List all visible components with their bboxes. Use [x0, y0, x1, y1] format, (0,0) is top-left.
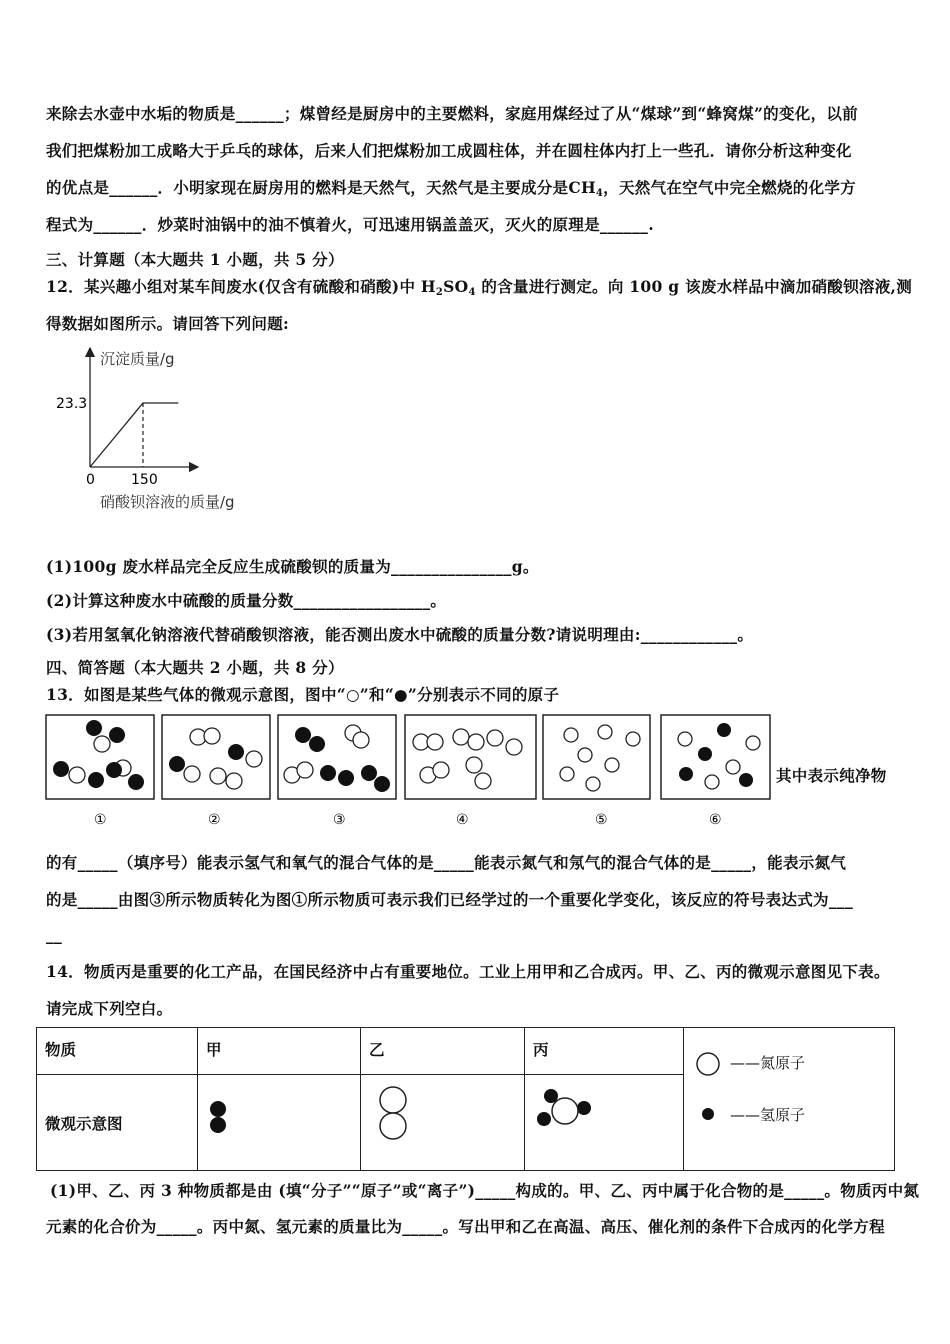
- jia-molecule: [198, 1075, 258, 1165]
- x-axis-label: 硝酸钡溶液的质量/g: [100, 493, 235, 511]
- box-5-atoms: [560, 725, 640, 791]
- question-14-1-line2: 元素的化合价为_____。丙中氮、氢元素的质量比为_____。写出甲和乙在高温、高压、催化剂的条件下合成丙的化学方程: [46, 1217, 885, 1236]
- table-header-cell: 物质: [37, 1028, 198, 1075]
- legend-symbols: [690, 1046, 730, 1166]
- text-segment: 的优点是______．小明家现在厨房用的燃料是天然气，天然气是主要成分是: [46, 178, 569, 197]
- legend-hydrogen: ——氢原子: [730, 1105, 806, 1124]
- bing-molecule: [525, 1075, 625, 1165]
- box-label: ①: [94, 812, 107, 828]
- text-line: 程式为______．炒菜时油锅中的油不慎着火，可迅速用锅盖盖灭，灭火的原理是______.: [46, 215, 654, 234]
- box-label: ③: [333, 812, 346, 828]
- section-heading: 四、简答题（本大题共 2 小题，共 8 分）: [46, 658, 344, 677]
- micro-bing: [525, 1075, 684, 1171]
- question-14-1-line1: (1)甲、乙、丙 3 种物质都是由 (填“分子”“原子”或“离子”)_____构成的。甲、乙、丙中属于化合物的是_____。物质丙中氮: [50, 1181, 920, 1200]
- text-segment: SO: [443, 277, 469, 296]
- legend-nitrogen: ——氮原子: [730, 1053, 806, 1072]
- box-1-atoms: [53, 720, 144, 790]
- box-label: ⑥: [709, 812, 722, 828]
- question-12-line1: [46, 275, 912, 298]
- x-tick-label: 0: [86, 472, 95, 488]
- question-12-2: (2)计算这种废水中硫酸的质量分数_________________。: [46, 591, 447, 610]
- box-2-atoms: [169, 728, 262, 789]
- text-segment: 12．某兴趣小组对某车间废水(仅含有硫酸和硝酸)中 H: [46, 277, 436, 296]
- table-header-cell: 乙: [361, 1028, 525, 1075]
- substance-table: [36, 1027, 895, 1171]
- q13-side-text: 其中表示纯净物: [776, 766, 887, 785]
- question-12-line2: 得数据如图所示。请回答下列问题:: [46, 314, 290, 333]
- text-segment: ，天然气在空气中完全燃烧的化学方: [603, 178, 856, 197]
- question-13-line1: 13．如图是某些气体的微观示意图，图中“○”和“●”分别表示不同的原子: [46, 685, 560, 704]
- text-line: 我们把煤粉加工成略大于乒乓的球体，后来人们把煤粉加工成圆柱体，并在圆柱体内打上一些孔．请你分析这种变化: [46, 141, 852, 160]
- box-4-atoms: [413, 729, 522, 789]
- table-header-cell: 甲: [198, 1028, 361, 1075]
- y-axis-label: 沉淀质量/g: [100, 350, 175, 368]
- section-heading: 三、计算题（本大题共 1 小题，共 5 分）: [46, 250, 344, 269]
- subscript: 4: [595, 188, 604, 199]
- x-tick-label: 150: [131, 472, 158, 488]
- table-header-cell: 丙: [525, 1028, 684, 1075]
- y-tick-label: 23.3: [56, 396, 88, 412]
- box-label: ⑤: [595, 812, 608, 828]
- precipitate-chart: [40, 340, 300, 520]
- yi-molecule: [361, 1075, 421, 1165]
- micro-jia: [198, 1075, 361, 1171]
- question-12-1: (1)100g 废水样品完全反应生成硫酸钡的质量为_______________g。: [46, 557, 539, 576]
- box-label: ②: [208, 812, 221, 828]
- subscript: 2: [435, 287, 444, 298]
- question-14-line2: 请完成下列空白。: [46, 999, 173, 1018]
- box-3-atoms: [284, 725, 390, 792]
- series-line: [90, 403, 178, 467]
- nitrogen-atom-icon: [697, 1053, 719, 1075]
- question-13-line2: 的有_____（填序号）能表示氢气和氧气的混合气体的是_____能表示氮气和氖气的混合气体的是_____，能表示氮气: [46, 853, 847, 872]
- question-12-3: (3)若用氢氧化钠溶液代替硝酸钡溶液，能否测出废水中硫酸的质量分数?请说明理由:____________。: [46, 625, 754, 644]
- hydrogen-atom-icon: [702, 1108, 714, 1120]
- box-6-atoms: [678, 723, 760, 789]
- box-4: [405, 715, 536, 799]
- table-row-label: 微观示意图: [37, 1075, 198, 1171]
- text-line: [46, 176, 856, 199]
- question-14-line1: 14．物质丙是重要的化工产品，在国民经济中占有重要地位。工业上用甲和乙合成丙。甲、乙、丙的微观示意图见下表。: [46, 962, 890, 981]
- molecule-diagrams: [44, 712, 904, 832]
- question-13-line3: 的是_____由图③所示物质转化为图①所示物质可表示我们已经学过的一个重要化学变化，该反应的符号表达式为___: [46, 890, 854, 909]
- formula: CH: [568, 178, 596, 197]
- legend-cell: [684, 1028, 895, 1171]
- question-13-line4: __: [46, 925, 63, 944]
- box-label: ④: [456, 812, 469, 828]
- subscript: 4: [468, 287, 476, 298]
- text-segment: 的含量进行测定。向 100 g 该废水样品中滴加硝酸钡溶液,测: [475, 277, 912, 296]
- text-line: 来除去水壶中水垢的物质是______；煤曾经是厨房中的主要燃料，家庭用煤经过了从“煤球”到“蜂窝煤”的变化，以前: [46, 104, 858, 123]
- micro-yi: [361, 1075, 525, 1171]
